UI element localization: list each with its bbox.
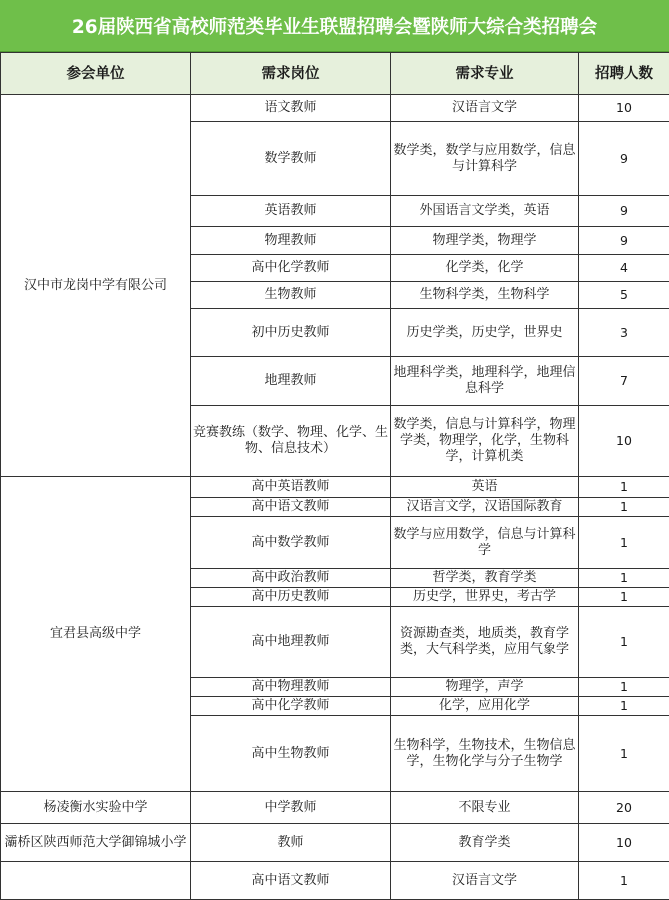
table-row <box>1 862 669 900</box>
post-cell: 高中生物教师 <box>191 716 391 792</box>
major-cell: 化学，应用化学 <box>391 697 579 716</box>
major-cell: 物理学类，物理学 <box>391 227 579 255</box>
post-cell: 高中政治教师 <box>191 569 391 588</box>
count-cell: 10 <box>579 95 669 122</box>
post-cell: 中学教师 <box>191 792 391 824</box>
count-cell: 4 <box>579 255 669 282</box>
count-cell: 20 <box>579 792 669 824</box>
major-cell: 历史学类，历史学，世界史 <box>391 309 579 357</box>
table-row <box>1 477 669 498</box>
major-cell: 物理学，声学 <box>391 678 579 697</box>
major-cell: 汉语言文学 <box>391 95 579 122</box>
count-cell: 1 <box>579 862 669 900</box>
major-cell: 英语 <box>391 477 579 498</box>
major-cell: 数学与应用数学，信息与计算科学 <box>391 517 579 569</box>
major-cell: 生物科学类，生物科学 <box>391 282 579 309</box>
major-cell: 教育学类 <box>391 824 579 862</box>
count-cell: 7 <box>579 357 669 406</box>
post-cell: 教师 <box>191 824 391 862</box>
post-cell: 高中历史教师 <box>191 588 391 607</box>
post-cell: 地理教师 <box>191 357 391 406</box>
major-cell: 资源勘查类，地质类，教育学类，大气科学类，应用气象学 <box>391 607 579 678</box>
major-cell: 汉语言文学，汉语国际教育 <box>391 498 579 517</box>
post-cell: 高中化学教师 <box>191 697 391 716</box>
post-cell: 语文教师 <box>191 95 391 122</box>
count-cell: 10 <box>579 824 669 862</box>
major-cell: 数学类，数学与应用数学，信息与计算科学 <box>391 122 579 196</box>
major-cell: 地理科学类，地理科学，地理信息科学 <box>391 357 579 406</box>
post-cell: 高中数学教师 <box>191 517 391 569</box>
major-cell: 化学类，化学 <box>391 255 579 282</box>
post-cell: 物理教师 <box>191 227 391 255</box>
post-cell: 高中化学教师 <box>191 255 391 282</box>
count-cell: 1 <box>579 588 669 607</box>
recruitment-table <box>0 52 669 900</box>
count-cell: 3 <box>579 309 669 357</box>
major-cell: 生物科学，生物技术，生物信息学，生物化学与分子生物学 <box>391 716 579 792</box>
header-post: 需求岗位 <box>191 53 391 95</box>
count-cell: 10 <box>579 406 669 477</box>
post-cell: 高中地理教师 <box>191 607 391 678</box>
post-cell: 初中历史教师 <box>191 309 391 357</box>
table-row <box>1 95 669 122</box>
unit-name: 汉中市龙岗中学有限公司 <box>1 95 191 477</box>
count-cell: 9 <box>579 227 669 255</box>
count-cell: 1 <box>579 498 669 517</box>
post-cell: 生物教师 <box>191 282 391 309</box>
post-cell: 英语教师 <box>191 196 391 227</box>
header-row <box>1 53 669 95</box>
table-row <box>1 824 669 862</box>
count-cell: 1 <box>579 517 669 569</box>
header-unit: 参会单位 <box>1 53 191 95</box>
count-cell: 1 <box>579 716 669 792</box>
count-cell: 1 <box>579 678 669 697</box>
header-count: 招聘人数 <box>579 53 669 95</box>
post-cell: 高中语文教师 <box>191 498 391 517</box>
page-title: 26届陕西省高校师范类毕业生联盟招聘会暨陕师大综合类招聘会 <box>0 0 669 52</box>
major-cell: 外国语言文学类，英语 <box>391 196 579 227</box>
major-cell: 数学类，信息与计算科学，物理学类，物理学，化学，生物科学，计算机类 <box>391 406 579 477</box>
post-cell: 高中语文教师 <box>191 862 391 900</box>
unit-name: 灞桥区陕西师范大学御锦城小学 <box>1 824 191 862</box>
count-cell: 1 <box>579 607 669 678</box>
count-cell: 1 <box>579 477 669 498</box>
count-cell: 1 <box>579 697 669 716</box>
unit-name: 杨凌衡水实验中学 <box>1 792 191 824</box>
major-cell: 历史学，世界史，考古学 <box>391 588 579 607</box>
post-cell: 数学教师 <box>191 122 391 196</box>
post-cell: 竞赛教练（数学、物理、化学、生物、信息技术） <box>191 406 391 477</box>
major-cell: 汉语言文学 <box>391 862 579 900</box>
count-cell: 9 <box>579 196 669 227</box>
post-cell: 高中英语教师 <box>191 477 391 498</box>
unit-name <box>1 862 191 900</box>
header-major: 需求专业 <box>391 53 579 95</box>
count-cell: 9 <box>579 122 669 196</box>
post-cell: 高中物理教师 <box>191 678 391 697</box>
count-cell: 5 <box>579 282 669 309</box>
unit-name: 宜君县高级中学 <box>1 477 191 792</box>
major-cell: 哲学类，教育学类 <box>391 569 579 588</box>
count-cell: 1 <box>579 569 669 588</box>
table-row <box>1 792 669 824</box>
major-cell: 不限专业 <box>391 792 579 824</box>
